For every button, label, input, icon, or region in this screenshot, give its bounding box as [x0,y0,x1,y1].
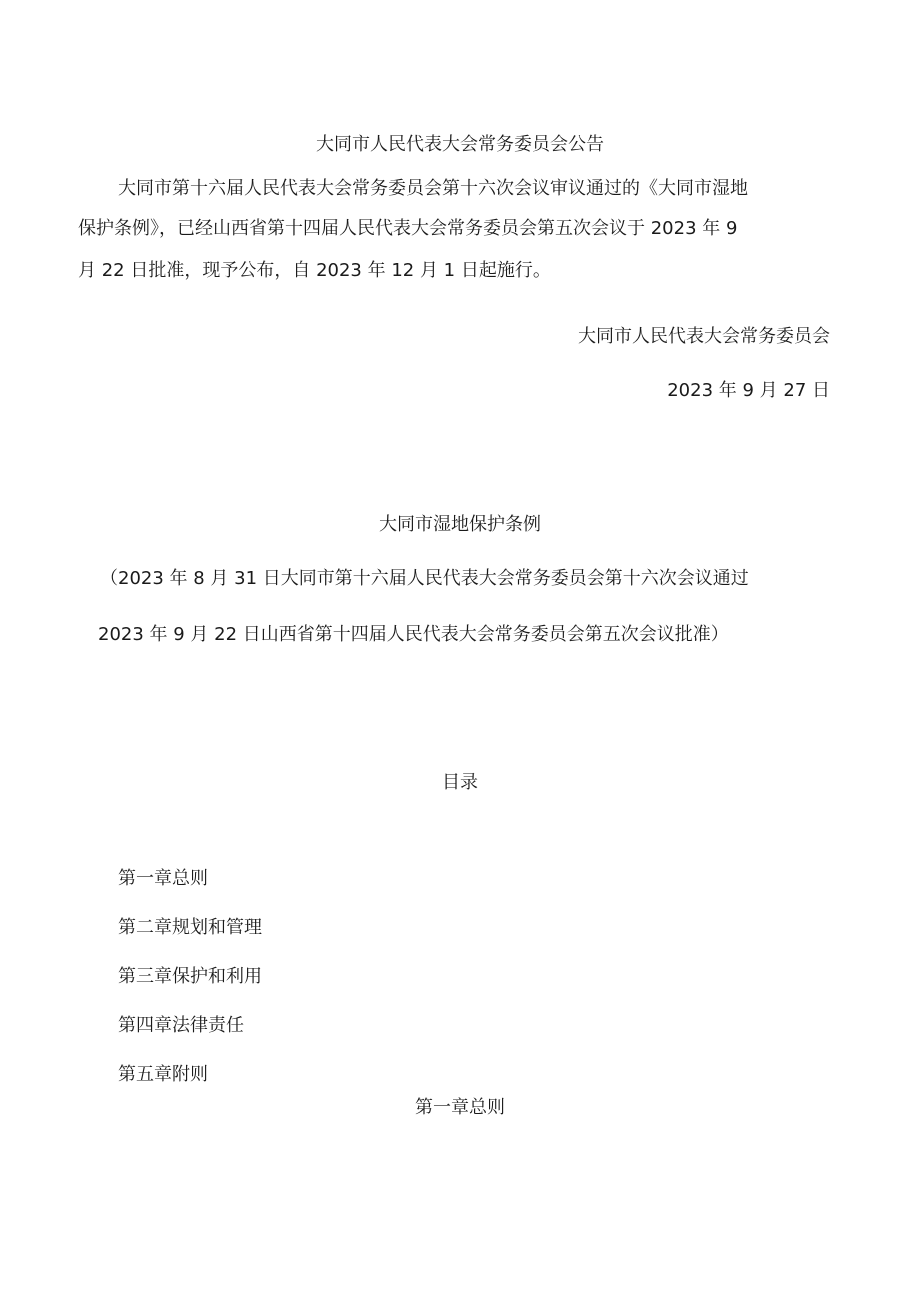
toc-item: 第三章保护和利用 [118,966,262,987]
chapter-one-heading: 第一章总则 [415,1097,505,1118]
regulation-title: 大同市湿地保护条例 [379,514,541,535]
announcement-title: 大同市人民代表大会常务委员会公告 [316,134,604,155]
announcement-paragraph-line-2: 保护条例》，已经山西省第十四届人民代表大会常务委员会第五次会议于 2023 年 9 [78,218,738,239]
announcement-paragraph-line-3: 月 22 日批准，现予公布，自 2023 年 12 月 1 日起施行。 [78,260,551,281]
toc-item: 第四章法律责任 [118,1015,244,1036]
toc-heading: 目录 [442,772,478,793]
announcement-signature: 大同市人民代表大会常务委员会 [578,326,830,347]
toc-item: 第一章总则 [118,868,208,889]
toc-item: 第二章规划和管理 [118,917,262,938]
regulation-approval-note: 2023 年 9 月 22 日山西省第十四届人民代表大会常务委员会第五次会议批准） [98,624,729,645]
announcement-date: 2023 年 9 月 27 日 [667,380,830,401]
announcement-paragraph-line-1: 大同市第十六届人民代表大会常务委员会第十六次会议审议通过的《大同市湿地 [118,178,748,199]
toc-item: 第五章附则 [118,1064,208,1085]
regulation-adoption-note: （2023 年 8 月 31 日大同市第十六届人民代表大会常务委员会第十六次会议通过 [100,568,749,589]
